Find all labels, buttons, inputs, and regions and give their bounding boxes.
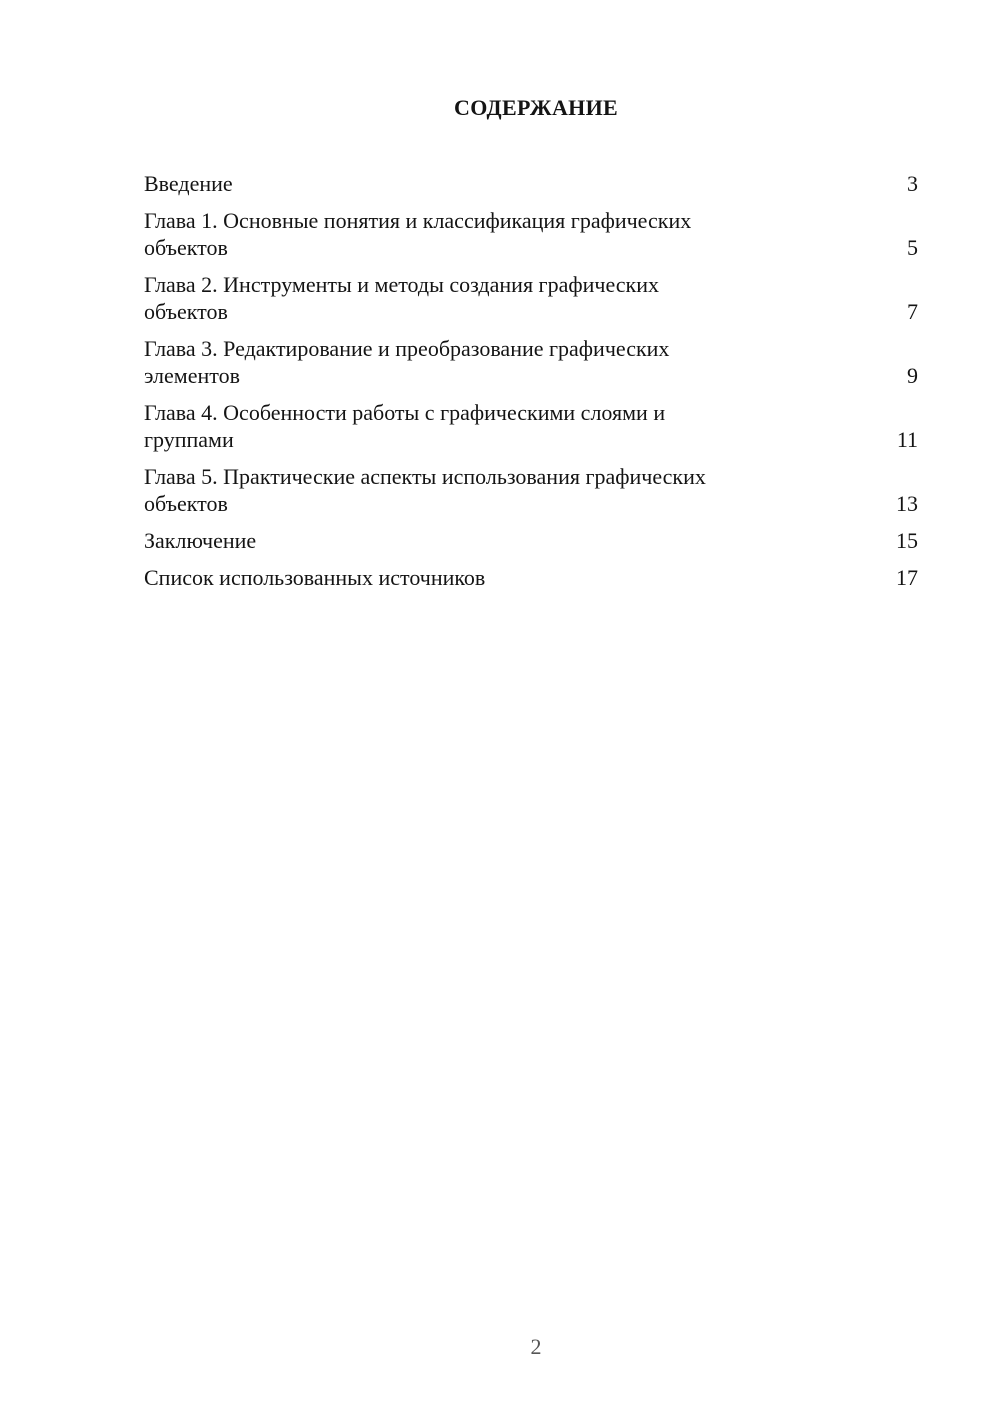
toc-entry-title: Заключение [144,528,257,553]
toc-entry-title: Введение [144,171,233,196]
toc-entry-title: Глава 2. Инструменты и методы создания графических [144,272,659,297]
toc-entry-title-continued: группами [144,427,234,452]
toc-entry-page: 17 [896,565,918,590]
page-number: 2 [530,1334,542,1359]
toc-entry-title: Глава 4. Особенности работы с графическими слоями и [144,400,666,425]
toc-entry-title: Глава 1. Основные понятия и классификация графических [144,208,692,233]
page-title: СОДЕРЖАНИЕ [454,95,618,120]
toc-entry-chapter-4[interactable] [144,399,918,453]
toc-entry-page: 11 [896,427,918,452]
toc-entry-page: 9 [907,363,918,388]
toc-entry-chapter-5[interactable] [144,463,918,517]
toc-entry-chapter-1[interactable] [144,207,918,261]
toc-entry-title-continued: объектов [144,235,228,260]
toc-entry-page: 3 [907,171,918,196]
toc-entry-introduction[interactable] [144,170,918,197]
toc-entry-page: 7 [907,299,918,324]
toc-entry-references[interactable] [144,564,918,591]
toc-entry-chapter-3[interactable] [144,335,918,389]
toc-entry-title: Глава 3. Редактирование и преобразование графических [144,336,670,361]
toc-entry-title-continued: элементов [144,363,240,388]
toc-entry-conclusion[interactable] [144,527,918,554]
toc-entry-chapter-2[interactable] [144,271,918,325]
toc-entry-page: 13 [896,491,918,516]
toc-entry-title-continued: объектов [144,299,228,324]
toc-entry-title: Список использованных источников [144,565,486,590]
toc-entry-page: 5 [907,235,918,260]
toc-entry-page: 15 [896,528,918,553]
toc-entry-title-continued: объектов [144,491,228,516]
table-of-contents [144,170,918,601]
toc-entry-title: Глава 5. Практические аспекты использования графических [144,464,706,489]
